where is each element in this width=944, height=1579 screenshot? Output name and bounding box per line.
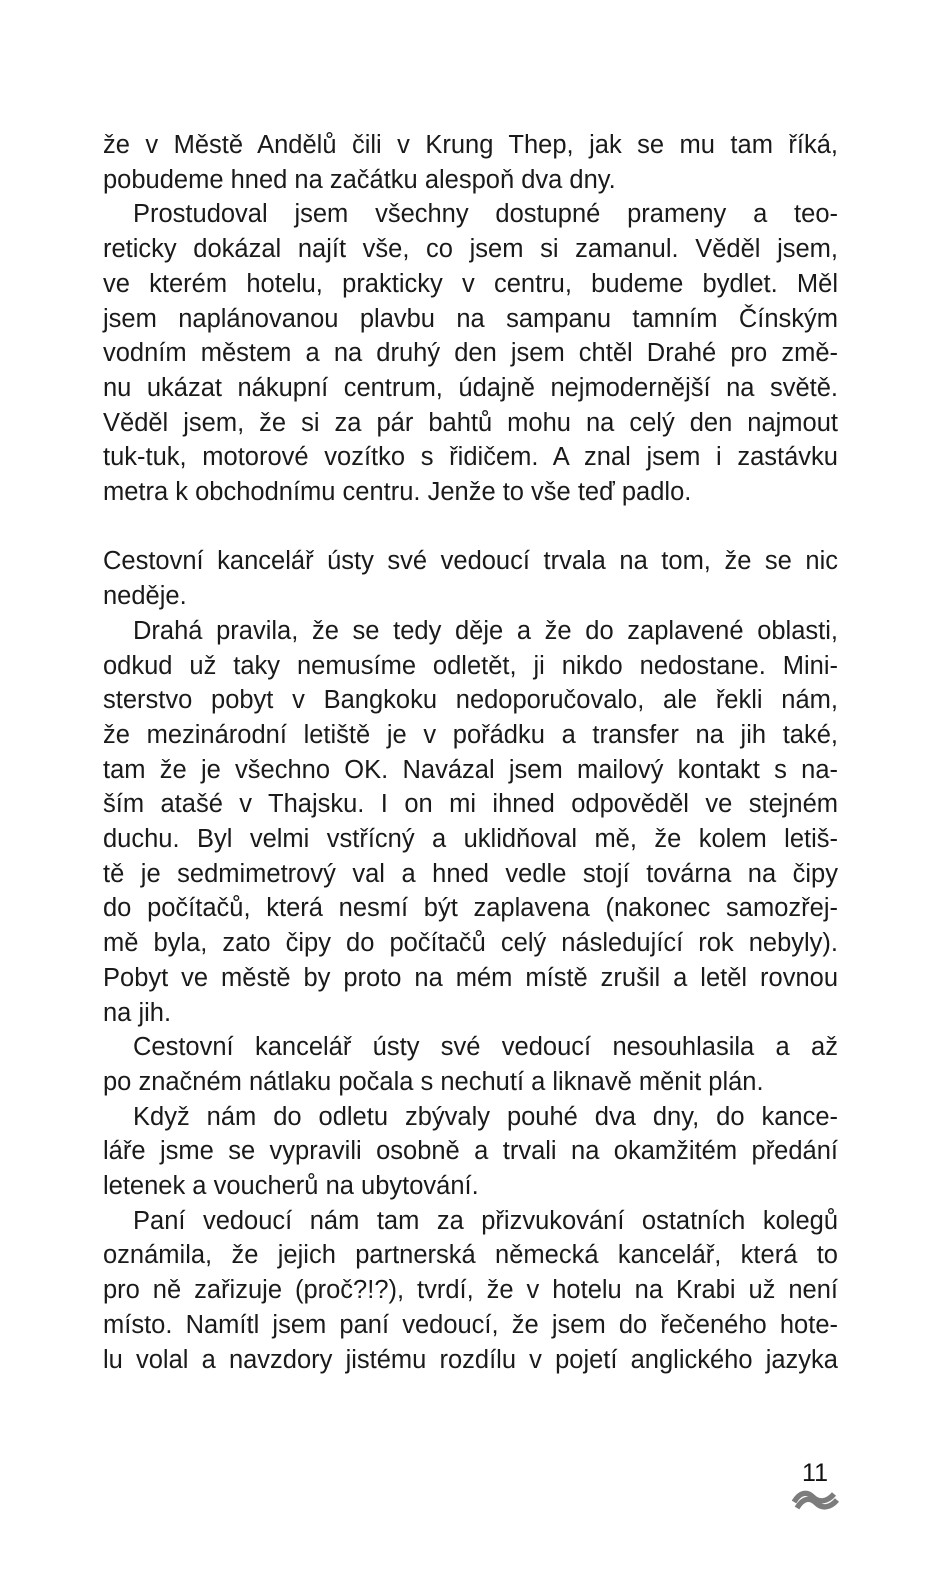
text-line: Pobyt ve městě by proto na mém místě zrušil a letěl rovnou	[103, 963, 838, 992]
text-line: letenek a voucherů na ubytování.	[103, 1172, 479, 1201]
text-line: pobudeme hned na začátku alespoň dva dny.	[103, 165, 616, 194]
text-line: pro ně zařizuje (proč?!?), tvrdí, že v hotelu na Krabi už není	[103, 1276, 838, 1305]
double-wave-icon	[792, 1488, 839, 1517]
text-line: že mezinárodní letiště je v pořádku a transfer na jih také,	[103, 720, 838, 749]
text-line: sterstvo pobyt v Bangkoku nedoporučovalo, ale řekli nám,	[103, 686, 838, 715]
text-line: Cestovní kancelář ústy své vedoucí trvala na tom, že se nic	[103, 547, 838, 576]
paragraph	[103, 1204, 838, 1378]
paragraph	[103, 544, 838, 613]
text-line: tě je sedmimetrový val a hned vedle stojí továrna na čipy	[103, 859, 838, 888]
text-line: ve kterém hotelu, prakticky v centru, budeme bydlet. Měl	[103, 269, 838, 298]
text-line: do počítačů, která nesmí být zaplavena (nakonec samozřej-	[103, 894, 838, 923]
text-line: že v Městě Andělů čili v Krung Thep, jak se mu tam říká,	[103, 131, 838, 159]
text-line: tam že je všechno OK. Navázal jsem mailový kontakt s na-	[103, 755, 838, 784]
text-line: Paní vedoucí nám tam za přizvukování ostatních kolegů	[133, 1206, 838, 1235]
text-line: jsem naplánovanou plavbu na sampanu tamním Čínským	[103, 304, 838, 333]
text-line: duchu. Byl velmi vstřícný a uklidňoval mě, že kolem letiš-	[103, 825, 838, 854]
text-line: mě byla, zato čipy do počítačů celý následující rok nebyly).	[103, 929, 838, 958]
text-line: nu ukázat nákupní centrum, údajně nejmodernější na světě.	[103, 373, 838, 402]
text-line: metra k obchodnímu centru. Jenže to vše teď padlo.	[103, 478, 692, 507]
paragraph	[103, 197, 838, 509]
text-line: láře jsme se vypravili osobně a trvali na okamžitém předání	[103, 1137, 838, 1166]
text-line: Prostudoval jsem všechny dostupné prameny a teo-	[133, 200, 838, 229]
text-line: na jih.	[103, 998, 172, 1027]
paragraph	[103, 1030, 838, 1099]
text-line: ším atašé v Thajsku. I on mi ihned odpověděl ve stejném	[103, 790, 838, 819]
text-line: vodním městem a na druhý den jsem chtěl Drahé pro změ-	[103, 339, 838, 368]
text-line: Cestovní kancelář ústy své vedoucí nesouhlasila a až	[133, 1033, 838, 1062]
text-line: oznámila, že jejich partnerská německá kancelář, která to	[103, 1241, 838, 1270]
paragraph	[103, 128, 838, 197]
text-line: neděje.	[103, 582, 187, 611]
paragraph	[103, 1100, 838, 1204]
text-line: Drahá pravila, že se tedy děje a že do zaplavené oblasti,	[133, 616, 838, 645]
text-line: Věděl jsem, že si za pár bahtů mohu na celý den najmout	[103, 408, 838, 437]
text-line: místo. Namítl jsem paní vedoucí, že jsem do řečeného hote-	[103, 1310, 838, 1339]
page-footer	[787, 1460, 843, 1517]
paragraph	[103, 614, 838, 1030]
text-line: odkud už taky nemusíme odletět, ji nikdo nedostane. Mini-	[103, 651, 838, 680]
text-line: po značném nátlaku počala s nechutí a liknavě měnit plán.	[103, 1067, 764, 1096]
text-line: Když nám do odletu zbývaly pouhé dva dny, do kance-	[133, 1102, 838, 1131]
page-number: 11	[802, 1459, 828, 1487]
text-line: reticky dokázal najít vše, co jsem si zamanul. Věděl jsem,	[103, 235, 838, 264]
text-line: lu volal a navzdory jistému rozdílu v pojetí anglického jazyka	[103, 1345, 838, 1374]
page-text	[103, 128, 838, 1377]
text-line: tuk-tuk, motorové vozítko s řidičem. A znal jsem i zastávku	[103, 443, 838, 472]
